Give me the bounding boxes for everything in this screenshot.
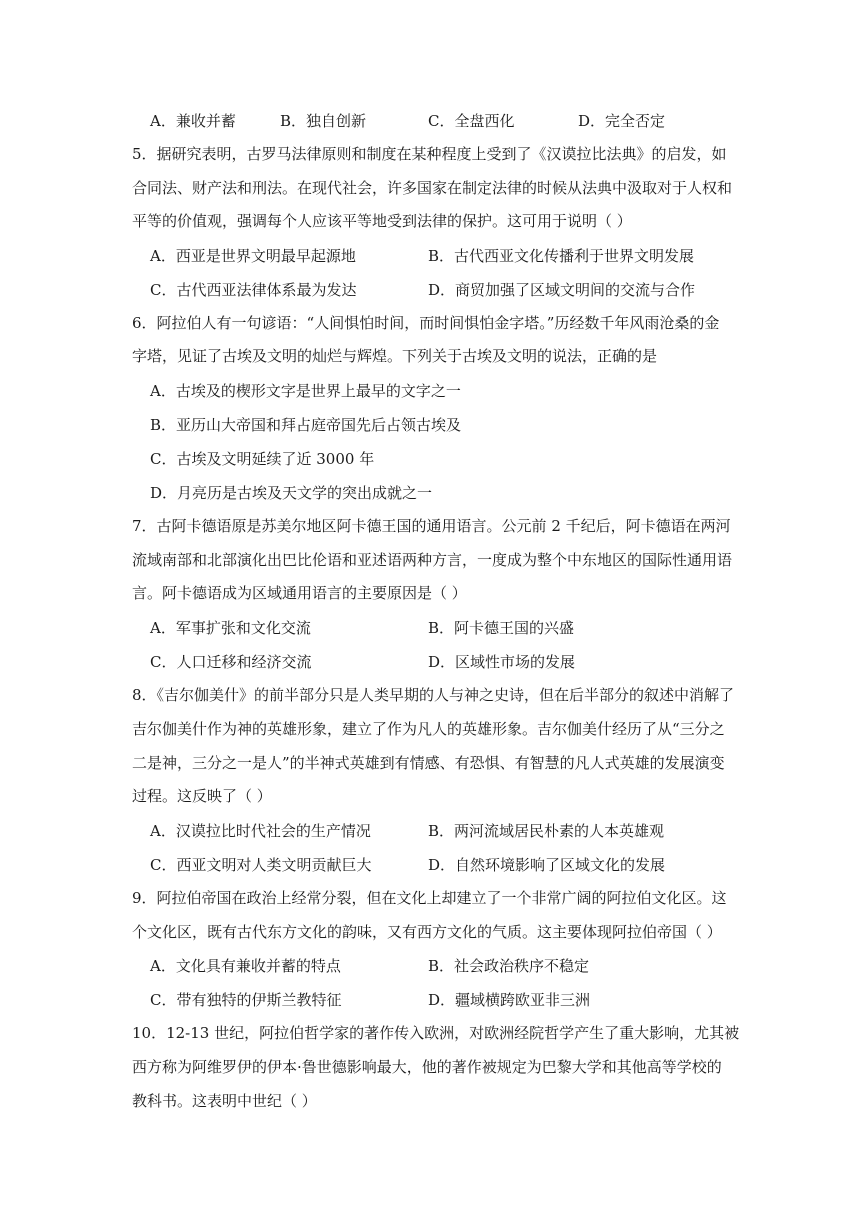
q5-option-b[interactable]: B．古代西亚文化传播利于世界文明发展 (428, 247, 695, 265)
q8-stem-line-2: 吉尔伽美什作为神的英雄形象，建立了作为凡人的英雄形象。吉尔伽美什经历了从“三分之 (132, 720, 725, 738)
q5-option-a[interactable]: A．西亚是世界文明最早起源地 (150, 247, 356, 265)
q8-stem-line-1: 8．《吉尔伽美什》的前半部分只是人类早期的人与神之史诗，但在后半部分的叙述中消解了 (132, 686, 735, 704)
q7-stem-line-3: 言。阿卡德语成为区域通用语言的主要原因是（ ） (132, 584, 467, 602)
q4-option-c[interactable]: C．全盘西化 (428, 112, 515, 130)
q7-stem-line-1: 7．古阿卡德语原是苏美尔地区阿卡德王国的通用语言。公元前 2 千纪后，阿卡德语在两河 (132, 517, 731, 535)
q4-option-d[interactable]: D．完全否定 (578, 112, 666, 130)
q9-option-d[interactable]: D．疆域横跨欧亚非三洲 (428, 991, 591, 1009)
q6-option-a[interactable]: A．古埃及的楔形文字是世界上最早的文字之一 (150, 382, 461, 400)
q9-stem-line-1: 9．阿拉伯帝国在政治上经常分裂，但在文化上却建立了一个非常广阔的阿拉伯文化区。这 (132, 889, 727, 907)
q9-stem-line-2: 个文化区，既有古代东方文化的韵味，又有西方文化的气质。这主要体现阿拉伯帝国（ ） (132, 923, 722, 941)
q6-stem-line-1: 6．阿拉伯人有一句谚语：“人间惧怕时间，而时间惧怕金字塔。”历经数千年风雨沧桑的金 (132, 314, 720, 332)
q7-option-b[interactable]: B．阿卡德王国的兴盛 (428, 619, 575, 637)
q8-stem-line-4: 过程。这反映了（ ） (132, 787, 272, 805)
q9-option-c[interactable]: C．带有独特的伊斯兰教特征 (150, 991, 342, 1009)
q8-stem-line-3: 二是神，三分之一是人”的半神式英雄到有情感、有恐惧、有智慧的凡人式英雄的发展演变 (132, 754, 725, 772)
q5-option-d[interactable]: D．商贸加强了区域文明间的交流与合作 (428, 281, 696, 299)
q5-stem-line-2: 合同法、财产法和刑法。在现代社会，许多国家在制定法律的时候从法典中汲取对于人权和 (132, 179, 733, 197)
q5-option-c[interactable]: C．古代西亚法律体系最为发达 (150, 281, 357, 299)
q8-option-c[interactable]: C．西亚文明对人类文明贡献巨大 (150, 856, 372, 874)
q8-option-a[interactable]: A．汉谟拉比时代社会的生产情况 (150, 822, 371, 840)
q4-option-a[interactable]: A．兼收并蓄 (150, 112, 236, 130)
q7-option-c[interactable]: C．人口迁移和经济交流 (150, 653, 312, 671)
q5-stem-line-1: 5．据研究表明，古罗马法律原则和制度在某种程度上受到了《汉谟拉比法典》的启发，如 (132, 145, 727, 163)
q4-option-b[interactable]: B．独自创新 (280, 112, 367, 130)
q8-option-d[interactable]: D．自然环境影响了区域文化的发展 (428, 856, 666, 874)
q7-stem-line-2: 流域南部和北部演化出巴比伦语和亚述语两种方言，一度成为整个中东地区的国际性通用语 (132, 551, 733, 569)
q5-stem-line-3: 平等的价值观，强调每个人应该平等地受到法律的保护。这可用于说明（ ） (132, 212, 632, 230)
q9-option-b[interactable]: B．社会政治秩序不稳定 (428, 957, 590, 975)
q9-option-a[interactable]: A．文化具有兼收并蓄的特点 (150, 957, 341, 975)
q6-option-d[interactable]: D．月亮历是古埃及天文学的突出成就之一 (150, 484, 433, 502)
q7-option-a[interactable]: A．军事扩张和文化交流 (150, 619, 311, 637)
q6-option-b[interactable]: B．亚历山大帝国和拜占庭帝国先后占领古埃及 (150, 416, 462, 434)
q7-option-d[interactable]: D．区域性市场的发展 (428, 653, 576, 671)
q10-stem-line-3: 教科书。这表明中世纪（ ） (132, 1092, 317, 1110)
q6-option-c[interactable]: C．古埃及文明延续了近 3000 年 (150, 450, 375, 468)
q6-stem-line-2: 字塔，见证了古埃及文明的灿烂与辉煌。下列关于古埃及文明的说法，正确的是 (132, 347, 658, 365)
q8-option-b[interactable]: B．两河流域居民朴素的人本英雄观 (428, 822, 665, 840)
q10-stem-line-2: 西方称为阿维罗伊的伊本·鲁世德影响最大，他的著作被规定为巴黎大学和其他高等学校的 (132, 1058, 722, 1076)
q10-stem-line-1: 10．12-13 世纪，阿拉伯哲学家的著作传入欧洲，对欧洲经院哲学产生了重大影响，尤其被 (132, 1024, 740, 1042)
